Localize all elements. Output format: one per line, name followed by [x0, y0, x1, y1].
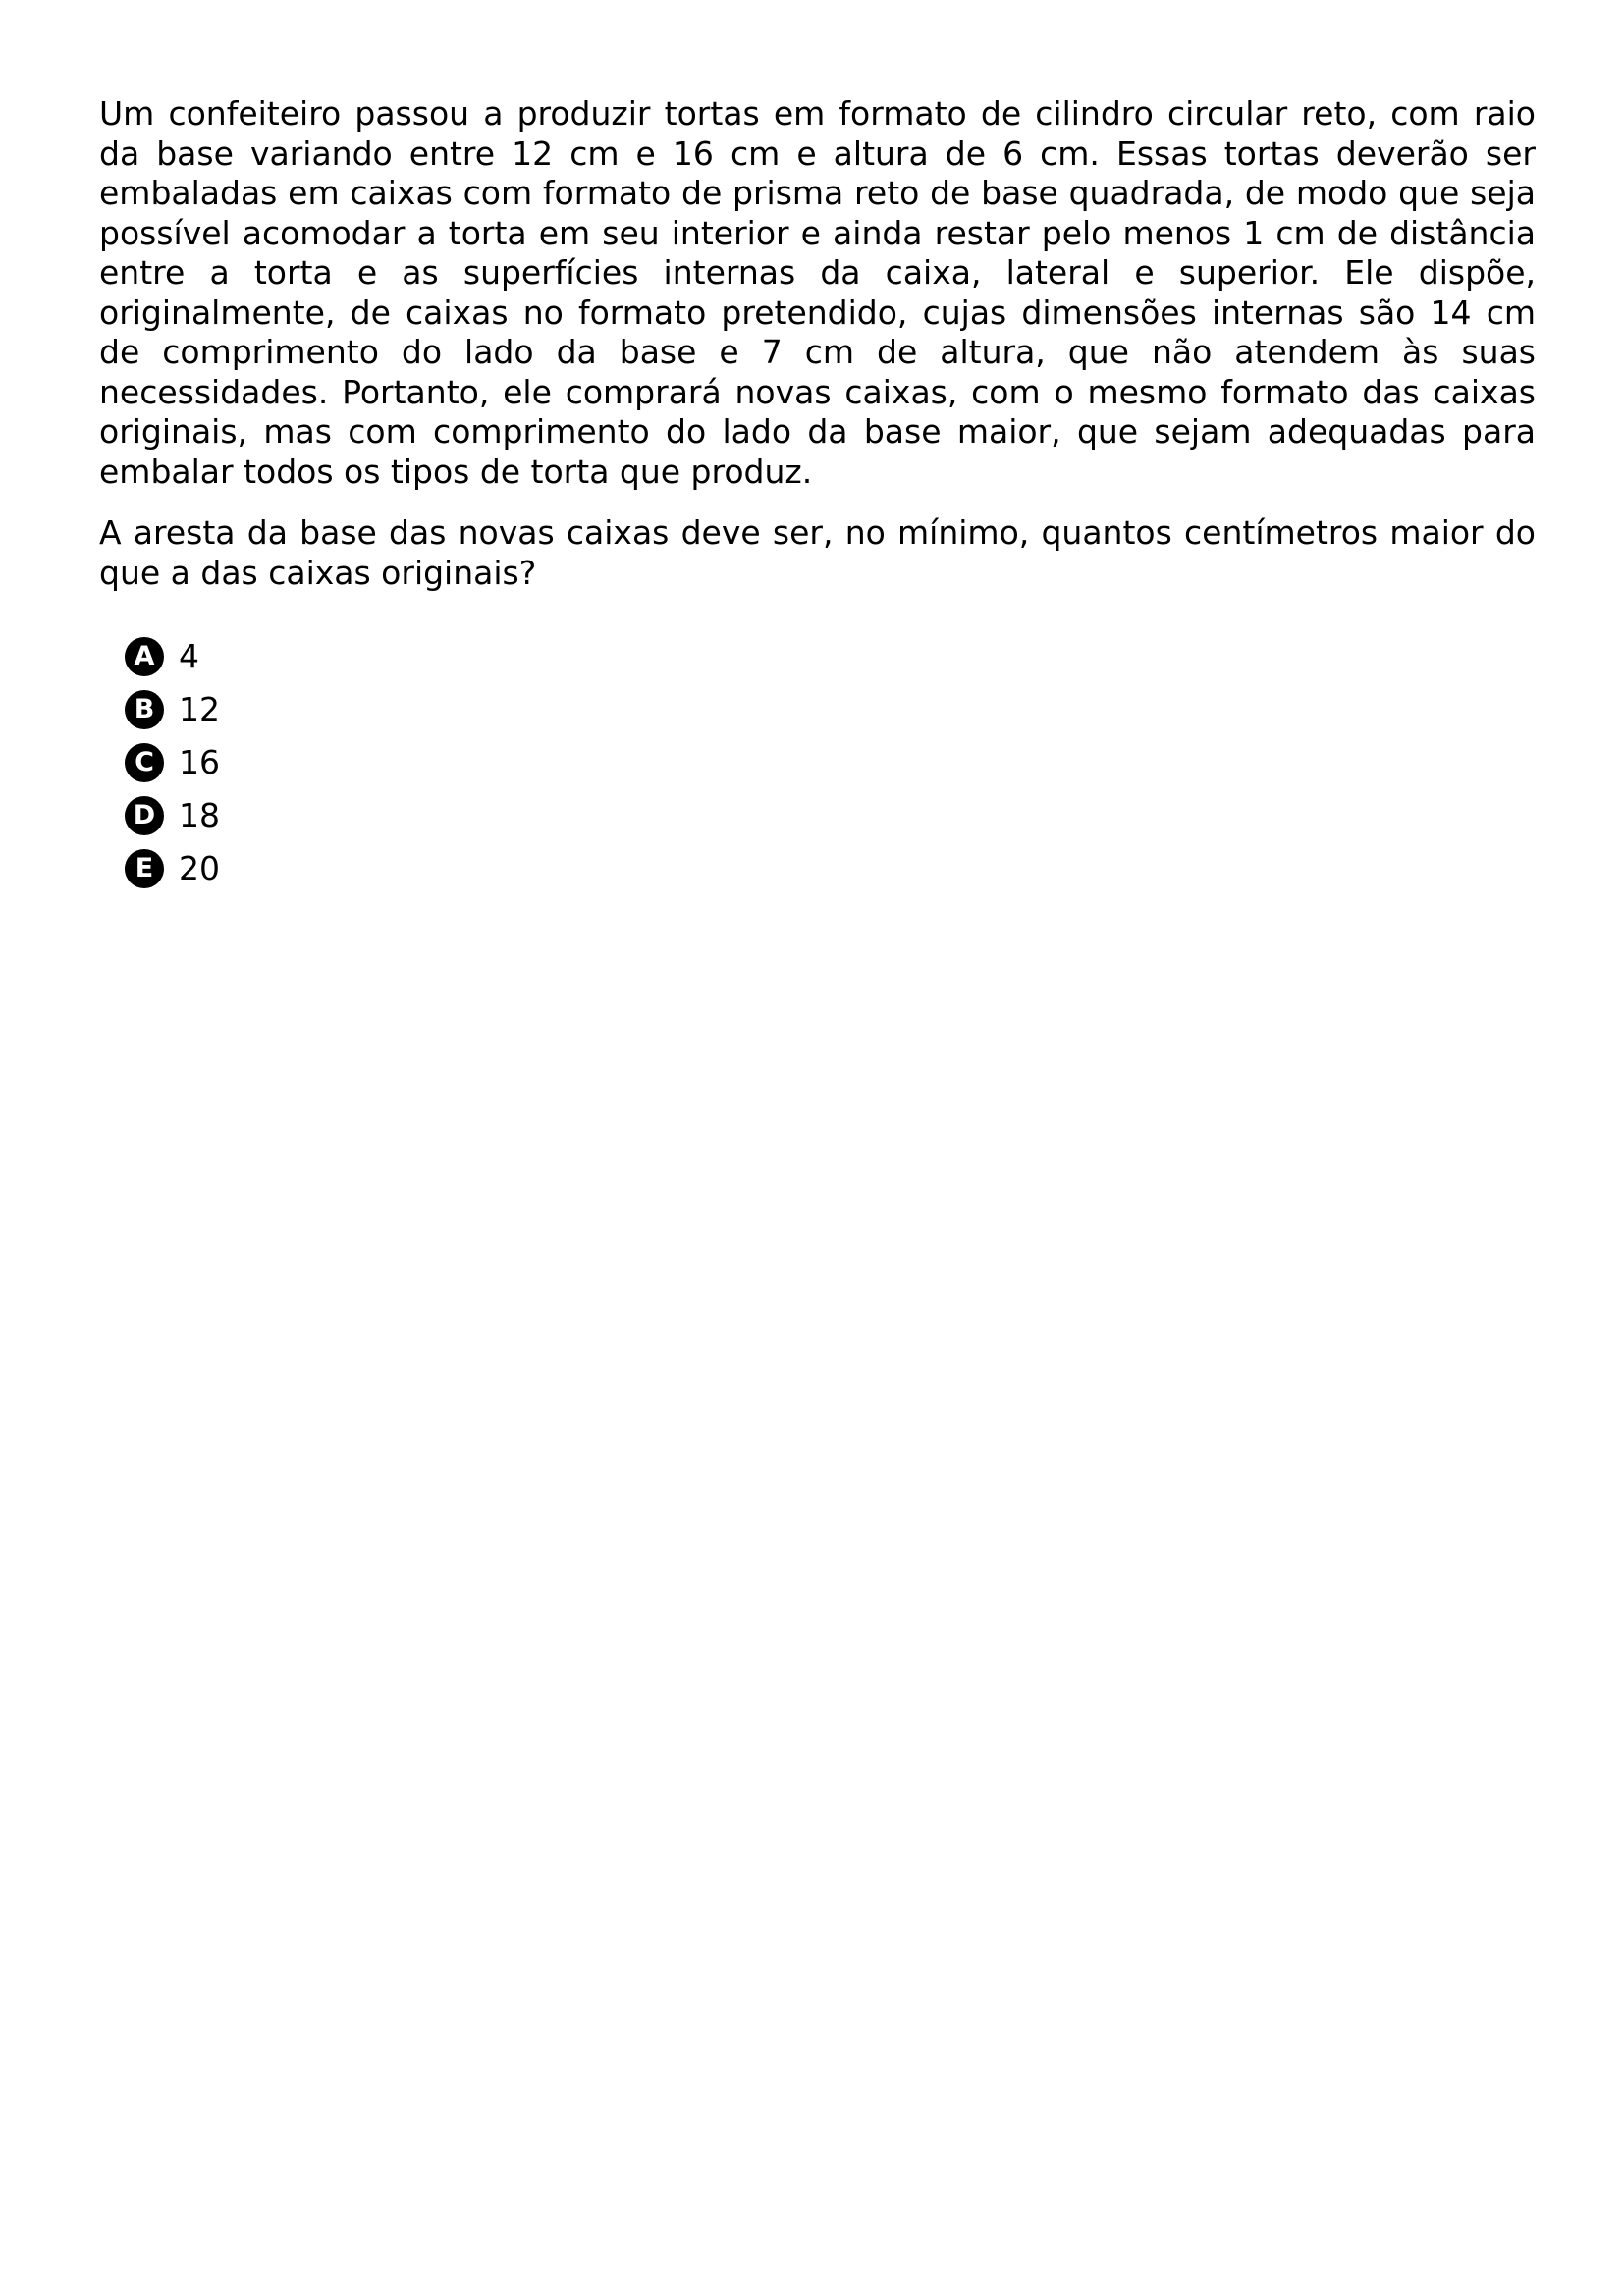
option-c-letter-badge: C: [125, 743, 164, 782]
option-a-letter-badge: A: [125, 637, 164, 676]
option-a[interactable]: [125, 630, 1536, 683]
option-d-text: 18: [179, 796, 220, 834]
question-prompt: A aresta da base das novas caixas deve ser, no mínimo, quantos centímetros maior do que a das caixas originais?: [99, 513, 1536, 592]
option-b-text: 12: [179, 690, 220, 728]
question-stem: Um confeiteiro passou a produzir tortas em formato de cilindro circular reto, com raio da base variando entre 12 cm e 16 cm e altura de 6 cm. Essas tortas deverão ser embaladas em caixas com formato de prisma reto de base quadrada, de modo que seja possível acomodar a torta em seu interior e ainda restar pelo menos 1 cm de distância entre a torta e as superfícies internas da caixa, lateral e superior. Ele dispõe, originalmente, de caixas no formato pretendido, cujas dimensões internas são 14 cm de comprimento do lado da base e 7 cm de altura, que não atendem às suas necessidades. Portanto, ele comprará novas caixas, com o mesmo formato das caixas originais, mas com comprimento do lado da base maior, que sejam adequadas para embalar todos os tipos de torta que produz.: [99, 94, 1536, 491]
question-page: [99, 94, 1536, 895]
option-c-text: 16: [179, 743, 220, 781]
answer-options: [125, 630, 1536, 895]
option-e-letter-badge: E: [125, 849, 164, 888]
option-d-letter-badge: D: [125, 796, 164, 835]
option-e-text: 20: [179, 849, 220, 887]
option-a-text: 4: [179, 637, 199, 675]
option-d[interactable]: [125, 789, 1536, 842]
option-b-letter-badge: B: [125, 690, 164, 729]
option-e[interactable]: [125, 842, 1536, 895]
option-c[interactable]: [125, 736, 1536, 789]
option-b[interactable]: [125, 683, 1536, 736]
